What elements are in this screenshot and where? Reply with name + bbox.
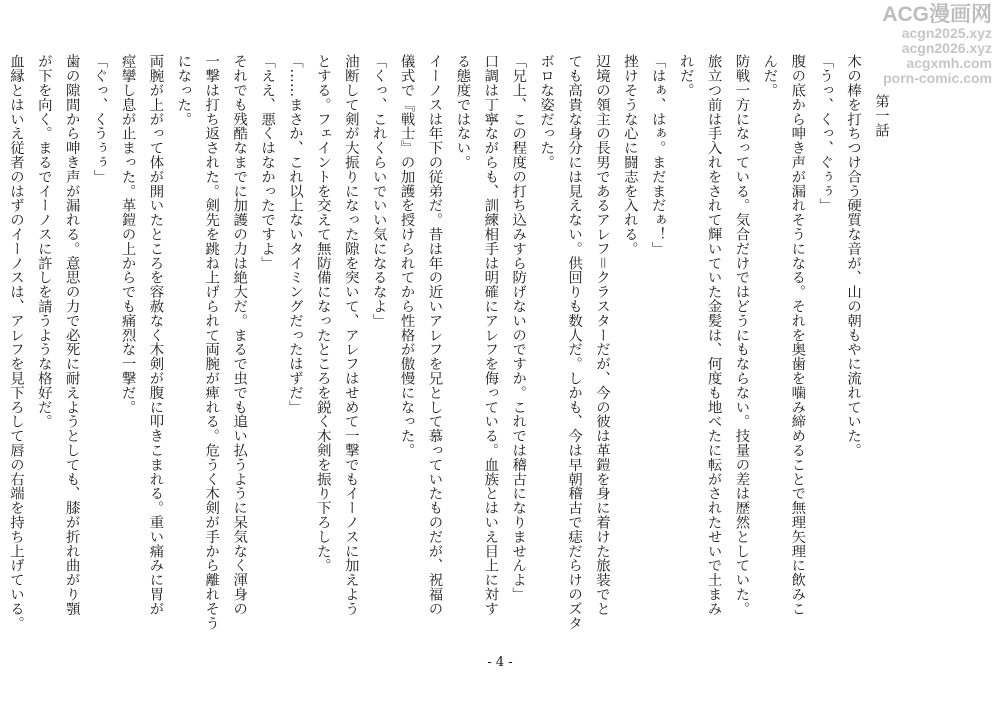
chapter-title: 第一話 [873,94,889,138]
text-line: が下を向く。まるでイーノスに許しを請うような格好だ。 [35,54,52,429]
text-line: 痙攣し息が止まった。革鎧の上からでも痛烈な一撃だ。 [119,54,136,414]
vertical-text-body [0,54,894,654]
text-line: 血縁とはいえ従者のはずのイーノスは、アレフを見下ろして唇の右端を持ち上げている。 [7,54,24,630]
text-line: 旅立つ前は手入れをされて輝いていた金髪は、何度も地べたに転がされたせいで土まみ [705,54,722,616]
text-line: んだ。 [761,54,778,98]
watermark-domain: acgxmh.com [906,55,992,71]
watermark-logo: ACG漫画网 [882,3,992,26]
watermark-domain: porn-comic.com [883,70,992,86]
text-line: 「……まさか、これ以上ないタイミングだったはずだ」 [286,54,303,414]
text-line: とする。フェイントを交えて無防備になったところを鋭く木剣を振り下ろした。 [314,54,331,573]
text-line: 腹の底から呻き声が漏れそうになる。それを奥歯を噛み締めることで無理矢理に飲みこ [789,54,806,616]
text-line: それでも残酷なまでに加護の力は絶大だ。まるで虫でも追い払うように呆気なく渾身の [231,54,248,616]
text-line: 辺境の領主の長男であるアレフ＝クラスターだが、今の彼は革鎧を身に着けた旅装でと [593,54,610,616]
text-line: 「ぐっ、くうぅぅ」 [91,54,108,184]
text-line: ても高貴な身分には見えない。供回りも数人だ。しかも、今は早朝稽古で痣だらけのズタ [566,54,583,630]
text-line: 口調は丁寧ながらも、訓練相手は明確にアレフを侮っている。血族とはいえ目上に対す [482,54,499,616]
text-line: 「ええ、悪くはなかったですよ」 [259,54,276,270]
text-line: ボロな姿だった。 [538,54,555,170]
text-line: る態度ではない。 [454,54,471,170]
text-line: 「うっ、くっ、ぐぅぅ」 [817,54,834,213]
text-line: 油断して剣が大振りになった隙を突いて、アレフはせめて一撃でもイーノスに加えよう [342,54,359,616]
text-line: 一撃は打ち返された。剣先を跳ね上げられて両腕が痺れる。危うく木剣が手から離れそう [203,54,220,630]
text-line: イーノスは年下の従弟だ。昔は年の近いアレフを兄として慕っていたものだが、祝福の [426,54,443,616]
watermark-domain: acgn2026.xyz [901,40,992,56]
text-line: れだ。 [677,54,694,98]
text-line: 儀式で『戦士』の加護を授けられてから性格が傲慢になった。 [398,54,415,458]
page-number: - 4 - [487,655,513,670]
watermark-domain: acgn2025.xyz [901,25,992,41]
text-line: 「兄上、この程度の打ち込みすら防げないのですか。これでは稽古になりませんよ」 [510,54,527,602]
text-line: 木の棒を打ちつけ合う硬質な音が、山の朝もやに流れていた。 [845,54,862,458]
text-line: 両腕が上がって体が開いたところを容赦なく木剣が腹に叩きこまれる。重い痛みに胃が [147,54,164,616]
text-line: 歯の隙間から呻き声が漏れる。意思の力で必死に耐えようとしても、膝が折れ曲がり顎 [63,54,80,616]
text-line: になった。 [175,54,192,126]
text-line: 挫けそうな心に闘志を入れる。 [621,54,638,256]
text-line: 「くっ、これくらいでいい気になるなよ」 [370,54,387,328]
text-line: 「はぁ、はぁ。まだまだぁ！」 [649,54,666,256]
text-line: 防戦一方になっている。気合だけではどうにもならない。技量の差は歴然としていた。 [733,54,750,616]
